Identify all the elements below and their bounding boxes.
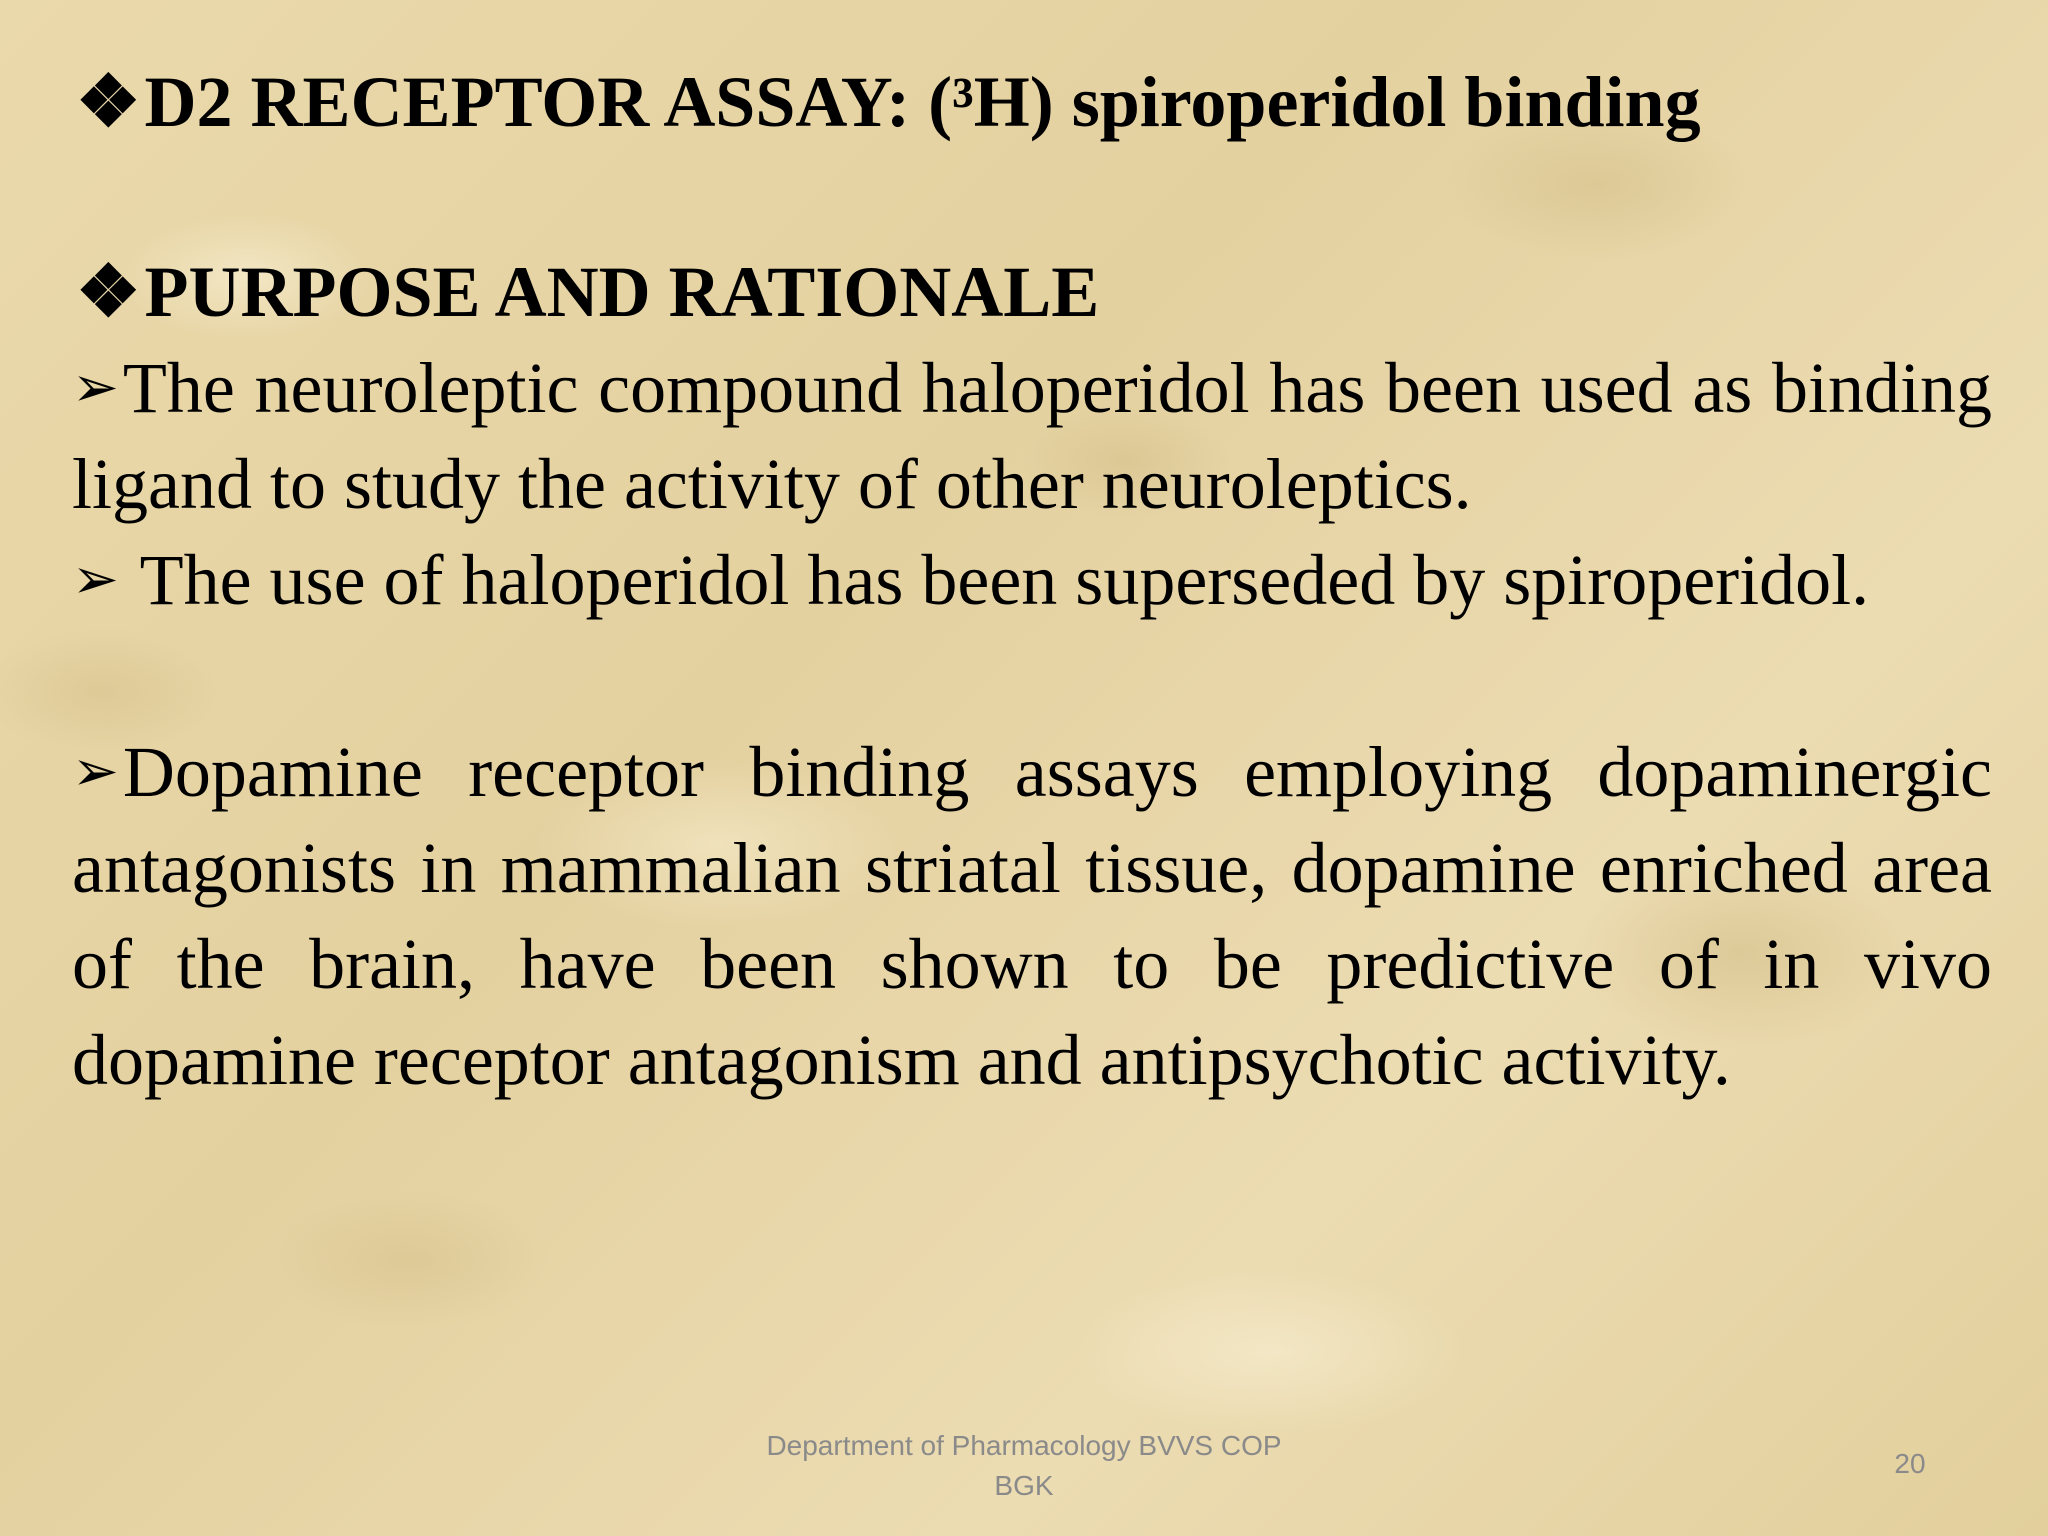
bullet-text: The use of haloperidol has been superseded by spiroperidol. — [122, 540, 1870, 620]
bullet-item — [72, 724, 1992, 1108]
footer-department — [744, 1426, 1304, 1506]
bullet-text: Dopamine receptor binding assays employing dopaminergic antagonists in mammalian striatal tissue, dopamine enriched area of the brain, have been shown to be predictive of in vivo dopamine receptor antagonism and antipsychotic activity. — [72, 732, 1992, 1100]
arrow-bullet-icon: ➢ — [72, 547, 119, 612]
arrow-bullet-icon: ➢ — [72, 739, 119, 804]
bullet-item — [72, 532, 1992, 628]
diamond-bullet-icon: ❖ — [76, 252, 141, 332]
bullet-text: The neuroleptic compound haloperidol has been used as binding ligand to study the activity of other neuroleptics. — [72, 348, 1992, 524]
footer-department-line2: BGK — [994, 1470, 1054, 1501]
footer-department-line1: Department of Pharmacology BVVS COP — [766, 1430, 1282, 1461]
page-number: 20 — [1894, 1448, 1926, 1479]
arrow-bullet-icon: ➢ — [72, 355, 119, 420]
slide-title — [76, 62, 1701, 142]
bullet-item — [72, 340, 1992, 532]
slide-title-text: D2 RECEPTOR ASSAY: (³H) spiroperidol binding — [144, 62, 1701, 142]
section-heading — [76, 252, 1100, 332]
diamond-bullet-icon: ❖ — [76, 62, 141, 142]
section-heading-text: PURPOSE AND RATIONALE — [144, 252, 1100, 332]
